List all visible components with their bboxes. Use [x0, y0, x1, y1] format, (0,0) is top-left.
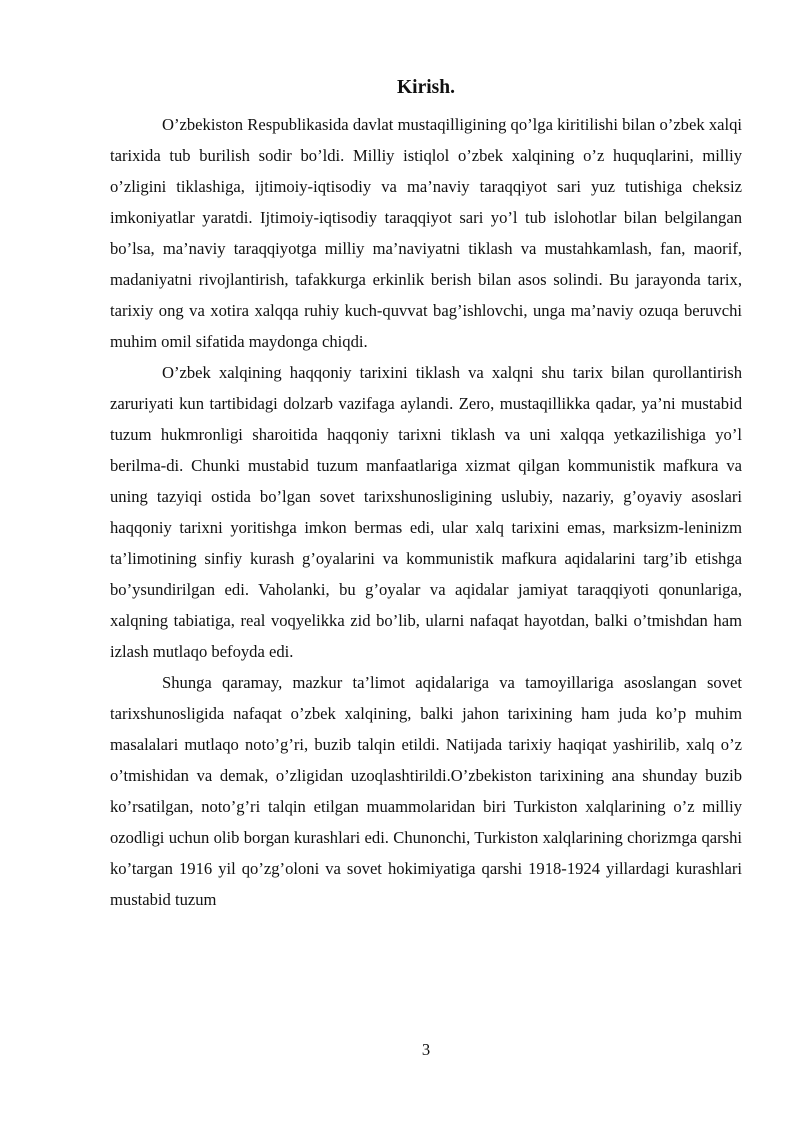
- paragraph-1: O’zbekiston Respublikasida davlat mustaqilligining qo’lga kiritilishi bilan o’zbek xalqi tarixida tub burilish sodir bo’ldi. Milliy istiqlol o’zbek xalqining o’z huquqlarini, milliy o’zligini tiklashiga, ijtimoiy-iqtisodiy va ma’naviy taraqqiyot sari yuz tutishiga cheksiz imkoniyatlar yaratdi. Ijtimoiy-iqtisodiy taraqqiyot sari yo’l tub islohotlar bilan belgilangan bo’lsa, ma’naviy taraqqiyotga milliy ma’naviyatni tiklash va mustahkamlash, fan, maorif, madaniyatni rivojlantirish, tafakkurga erkinlik berish bilan asos solindi. Bu jarayonda tarix, tarixiy ong va xotira xalqqa ruhiy kuch-quvvat bag’ishlovchi, unga ma’naviy ozuqa beruvchi muhim omil sifatida maydonga chiqdi.: [110, 115, 742, 351]
- page-number: 3: [421, 1040, 431, 1059]
- paragraph-3: Shunga qaramay, mazkur ta’limot aqidalariga va tamoyillariga asoslangan sovet tarixshunosligida nafaqat o’zbek xalqining, balki jahon tarixining ham juda ko’p muhim masalalari mutlaqo noto’g’ri, buzib talqin etildi. Natijada tarixiy haqiqat yashirilib, xalq o’z o’tmishidan va demak, o’zligidan uzoqlashtirildi.O’zbekiston tarixining ana shunday buzib ko’rsatilgan, noto’g’ri talqin etilgan muammolaridan biri Turkiston xalqlarining o’z milliy ozodligi uchun olib borgan kurashlari edi. Chunonchi, Turkiston xalqlarining chorizmga qarshi ko’targan 1916 yil qo’zg’oloni va sovet hokimiyatiga qarshi 1918-1924 yillardagi kurashlari mustabid tuzum: [110, 673, 742, 909]
- paragraph-2: O’zbek xalqining haqqoniy tarixini tiklash va xalqni shu tarix bilan qurollantirish zaruriyati kun tartibidagi dolzarb vazifaga aylandi. Zero, mustaqillikka qadar, ya’ni mustabid tuzum hukmronligi sharoitida haqqoniy tarixni tiklash va uni xalqqa yetkazilishiga yo’l berilma-di. Chunki mustabid tuzum manfaatlariga xizmat qilgan kommunistik mafkura va uning tazyiqi ostida bo’lgan sovet tarixshunosligining uslubiy, nazariy, g’oyaviy asoslari haqqoniy tarixni yoritishga imkon bermas edi, ular xalq tarixini emas, marksizm-leninizm ta’limotining sinfiy kurash g’oyalarini va kommunistik mafkura aqidalarini targ’ib etishga bo’ysundirilgan edi. Vaholanki, bu g’oyalar va aqidalar jamiyat taraqqiyoti qonunlariga, xalqning tabiatiga, real voqyelikka zid bo’lib, ularni nafaqat hayotdan, balki o’tmishdan ham izlash mutlaqo befoyda edi.: [110, 363, 742, 661]
- document-page: [110, 74, 742, 915]
- section-title: Kirish.: [397, 77, 455, 98]
